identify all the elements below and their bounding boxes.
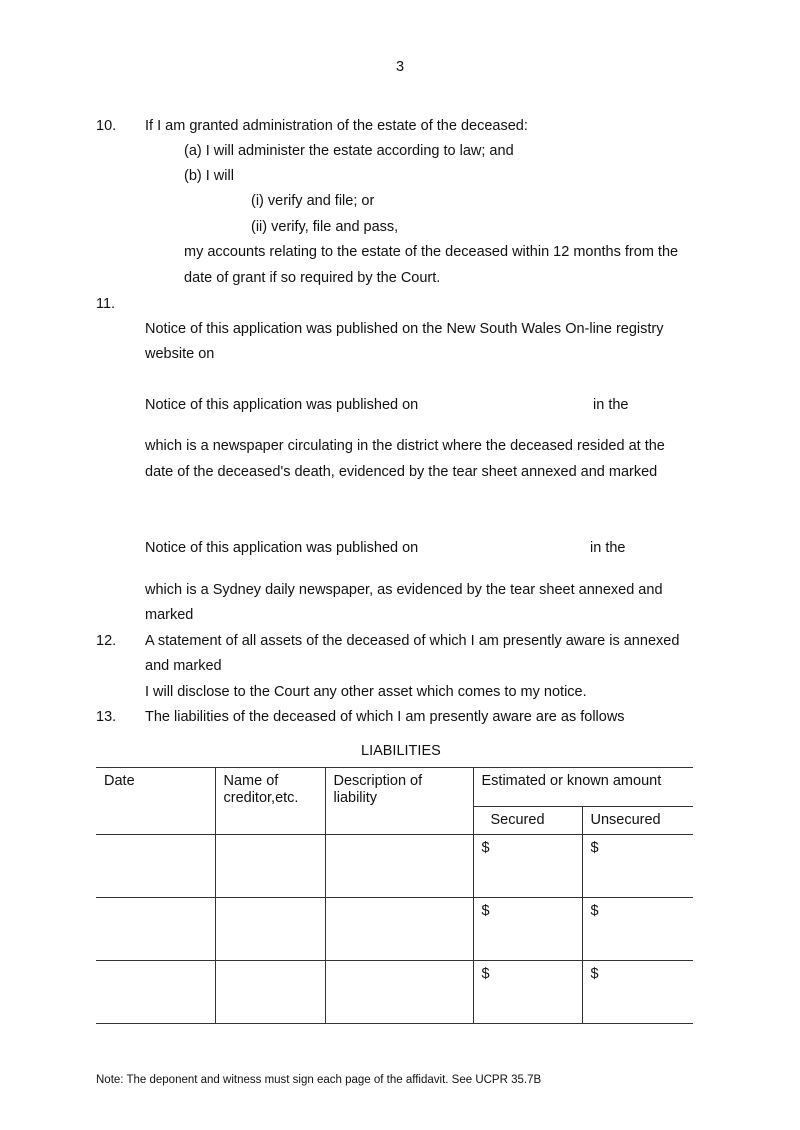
- item-10-b-ii: (ii) verify, file and pass,: [251, 219, 399, 235]
- item-11-local-line-1: which is a newspaper circulating in the district where the deceased resided at the: [145, 438, 665, 454]
- item-11-number: 11.: [96, 296, 116, 312]
- cell-secured[interactable]: $: [473, 898, 582, 961]
- header-date: Date: [96, 768, 215, 835]
- table-row: [96, 961, 693, 1024]
- item-11-sydney-line-1: which is a Sydney daily newspaper, as evidenced by the tear sheet annexed and: [145, 582, 663, 598]
- header-amount: Estimated or known amount: [473, 768, 693, 807]
- cell-secured[interactable]: $: [473, 961, 582, 1024]
- item-11-local-in-the: in the: [593, 397, 629, 413]
- item-10-intro: If I am granted administration of the estate of the deceased:: [145, 118, 528, 134]
- item-11-online-line-1: Notice of this application was published on the New South Wales On-line registry: [145, 321, 664, 337]
- item-10-b: (b) I will: [184, 168, 234, 184]
- cell-creditor[interactable]: [215, 835, 325, 898]
- cell-description[interactable]: [325, 835, 473, 898]
- item-10-continuation-2: date of grant if so required by the Court.: [184, 270, 441, 286]
- cell-unsecured[interactable]: $: [582, 898, 693, 961]
- cell-creditor[interactable]: [215, 961, 325, 1024]
- table-row: [96, 898, 693, 961]
- item-10-continuation-1: my accounts relating to the estate of the deceased within 12 months from the: [184, 244, 679, 260]
- item-11-sydney-in-the: in the: [590, 540, 626, 556]
- cell-date[interactable]: [96, 835, 215, 898]
- liabilities-title: LIABILITIES: [361, 743, 441, 759]
- item-11-online-line-2: website on: [145, 346, 215, 362]
- item-11-sydney-notice: Notice of this application was published on: [145, 540, 419, 556]
- item-11-local-notice: Notice of this application was published on: [145, 397, 419, 413]
- cell-description[interactable]: [325, 898, 473, 961]
- cell-unsecured[interactable]: $: [582, 961, 693, 1024]
- table-row: [96, 835, 693, 898]
- item-10-b-i: (i) verify and file; or: [251, 193, 375, 209]
- cell-date[interactable]: [96, 961, 215, 1024]
- item-12-line-3: I will disclose to the Court any other asset which comes to my notice.: [145, 684, 587, 700]
- footer-note: Note: The deponent and witness must sign each page of the affidavit. See UCPR 35.7B: [96, 1074, 542, 1086]
- header-unsecured: Unsecured: [582, 807, 693, 835]
- header-secured: Secured: [473, 807, 582, 835]
- header-description: Description of liability: [325, 768, 473, 835]
- cell-creditor[interactable]: [215, 898, 325, 961]
- item-10-a: (a) I will administer the estate according to law; and: [184, 143, 514, 159]
- item-13-number: 13.: [96, 709, 117, 725]
- item-12-number: 12.: [96, 633, 117, 649]
- liabilities-table: [96, 767, 693, 1024]
- cell-unsecured[interactable]: $: [582, 835, 693, 898]
- item-10-number: 10.: [96, 118, 117, 134]
- item-11-local-line-2: date of the deceased's death, evidenced by the tear sheet annexed and marked: [145, 464, 658, 480]
- cell-date[interactable]: [96, 898, 215, 961]
- item-12-line-1: A statement of all assets of the deceased of which I am presently aware is annexed: [145, 633, 680, 649]
- cell-secured[interactable]: $: [473, 835, 582, 898]
- item-11-sydney-line-2: marked: [145, 607, 194, 623]
- page-number: 3: [396, 59, 405, 75]
- cell-description[interactable]: [325, 961, 473, 1024]
- header-creditor: Name of creditor,etc.: [215, 768, 325, 835]
- item-13-text: The liabilities of the deceased of which I am presently aware are as follows: [145, 709, 625, 725]
- item-12-line-2: and marked: [145, 658, 222, 674]
